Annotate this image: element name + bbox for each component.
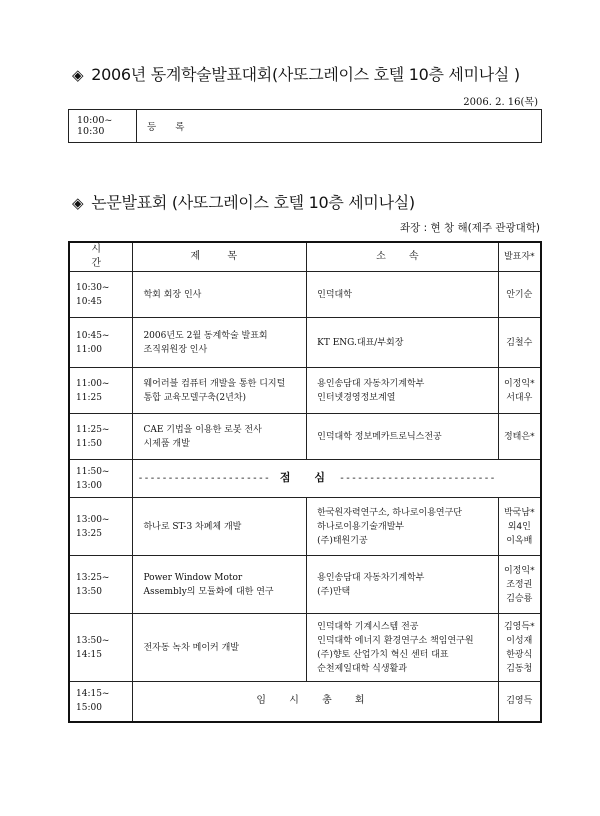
lunch-label: 점 심 bbox=[279, 471, 335, 484]
row-title-line: 웨어러블 컴퓨터 개발을 통한 디지털 bbox=[143, 378, 286, 389]
row-presenter bbox=[498, 414, 541, 460]
row-affiliation bbox=[307, 498, 498, 556]
row-presenter-line: 서대우 bbox=[506, 392, 533, 403]
header-presenter: 발표자* bbox=[498, 242, 541, 272]
lunch-break bbox=[133, 460, 541, 498]
row-presenter bbox=[498, 368, 541, 414]
header-time: 시 간 bbox=[69, 242, 133, 272]
row-presenter bbox=[498, 498, 541, 556]
row-affiliation-line: KT ENG.대표/부회장 bbox=[317, 337, 404, 348]
row-affiliation bbox=[307, 318, 498, 368]
row-presenter-line: 한광식 bbox=[506, 649, 533, 660]
row-presenter-line: 김승룡 bbox=[506, 593, 533, 604]
row-presenter-line: 이성재 bbox=[506, 635, 533, 646]
row-time-line: 14:15 bbox=[76, 649, 102, 660]
row-affiliation bbox=[307, 614, 498, 682]
row-time-line: 10:45~ bbox=[76, 330, 110, 341]
row-time-line: 13:50 bbox=[76, 586, 102, 597]
row-presenter bbox=[498, 318, 541, 368]
lunch-dashes-right: -------------------------- bbox=[339, 473, 496, 484]
lunch-dashes-left: ---------------------- bbox=[137, 473, 270, 484]
row-presenter-line: 안기순 bbox=[506, 289, 533, 300]
row-title bbox=[133, 614, 307, 682]
row-title-line: CAE 기법을 이용한 로봇 전사 bbox=[143, 424, 262, 435]
row-presenter bbox=[498, 614, 541, 682]
row-affiliation bbox=[307, 414, 498, 460]
session-chair: 좌장 : 현 창 해(제주 관광대학) bbox=[400, 222, 540, 234]
row-time-line: 11:50~ bbox=[76, 466, 110, 477]
row-time bbox=[69, 272, 133, 318]
schedule-body bbox=[69, 272, 541, 722]
row-time-line: 11:00~ bbox=[76, 378, 110, 389]
schedule-row bbox=[69, 414, 541, 460]
row-title bbox=[133, 272, 307, 318]
row-affiliation-line: 용인송담대 자동차기계학부 bbox=[317, 572, 425, 583]
schedule-row bbox=[69, 272, 541, 318]
registration-row bbox=[69, 110, 542, 143]
row-presenter-line: 김영득 bbox=[506, 696, 533, 707]
row-title-line: Power Window Motor bbox=[143, 572, 243, 583]
row-presenter-line: 박국남* bbox=[503, 507, 535, 518]
row-presenter-line: 이정익* bbox=[503, 378, 535, 389]
row-time-line: 10:45 bbox=[76, 296, 102, 307]
row-title-line: 2006년도 2월 동계학술 발표회 bbox=[143, 330, 268, 341]
row-time bbox=[69, 614, 133, 682]
row-time-line: 15:00 bbox=[76, 703, 102, 714]
row-time bbox=[69, 460, 133, 498]
row-title bbox=[133, 414, 307, 460]
registration-label: 등 록 bbox=[137, 110, 542, 143]
row-presenter-line: 이옥배 bbox=[506, 535, 533, 546]
diamond-bullet-icon: ◈ bbox=[72, 194, 84, 212]
schedule-row bbox=[69, 682, 541, 722]
row-title-line: 조직위원장 인사 bbox=[143, 344, 208, 355]
header-affiliation: 소 속 bbox=[307, 242, 498, 272]
time-end: 10:30 bbox=[77, 126, 105, 137]
row-affiliation-line: 인덕대학 기계시스템 전공 bbox=[317, 621, 419, 632]
row-presenter-line: 김영득* bbox=[503, 621, 535, 632]
row-time-line: 13:00~ bbox=[76, 514, 110, 525]
row-title bbox=[133, 318, 307, 368]
row-time-line: 11:25 bbox=[76, 392, 102, 403]
schedule-row bbox=[69, 318, 541, 368]
row-presenter-line: 김동청 bbox=[506, 663, 533, 674]
heading-1 bbox=[72, 62, 520, 85]
row-affiliation-line: 하나로이용기술개발부 bbox=[317, 521, 405, 532]
schedule-row bbox=[69, 556, 541, 614]
heading-1-title: 2006년 동계학술발표대회(사또그레이스 호텔 10층 세미나실 ) bbox=[91, 65, 520, 84]
row-title bbox=[133, 498, 307, 556]
row-time bbox=[69, 414, 133, 460]
row-time bbox=[69, 556, 133, 614]
schedule-table bbox=[68, 241, 542, 723]
schedule-row bbox=[69, 460, 541, 498]
row-time-line: 13:00 bbox=[76, 480, 102, 491]
row-affiliation-line: 인덕대학 정보메카트로닉스전공 bbox=[317, 431, 442, 442]
row-affiliation-line: (주)태원기공 bbox=[317, 535, 368, 546]
row-affiliation-line: (주)만택 bbox=[317, 586, 351, 597]
row-time-line: 13:50~ bbox=[76, 635, 110, 646]
row-title-line: 학회 회장 인사 bbox=[143, 289, 202, 300]
row-affiliation-line: (주)향토 산업가치 혁신 센터 대표 bbox=[317, 649, 449, 660]
row-time-line: 11:50 bbox=[76, 438, 102, 449]
event-date: 2006. 2. 16(목) bbox=[463, 97, 538, 108]
row-title-line: Assembly의 모듈화에 대한 연구 bbox=[143, 586, 274, 597]
row-presenter bbox=[498, 682, 541, 722]
schedule-row bbox=[69, 498, 541, 556]
registration-time bbox=[69, 110, 137, 143]
row-affiliation bbox=[307, 272, 498, 318]
row-time-line: 10:30~ bbox=[76, 282, 110, 293]
row-presenter bbox=[498, 556, 541, 614]
row-title-line: 시제품 개발 bbox=[143, 438, 190, 449]
row-presenter-line: 김철수 bbox=[506, 337, 533, 348]
row-affiliation-line: 인터넷경영정보계열 bbox=[317, 392, 396, 403]
row-affiliation bbox=[307, 556, 498, 614]
row-title-line: 통합 교육모델구축(2년차) bbox=[143, 392, 247, 403]
row-time-line: 11:00 bbox=[76, 344, 102, 355]
row-time-line: 11:25~ bbox=[76, 424, 110, 435]
row-title bbox=[133, 556, 307, 614]
row-title-line: 전자동 녹차 메이커 개발 bbox=[143, 642, 239, 653]
registration-table bbox=[68, 109, 542, 143]
heading-2 bbox=[72, 190, 415, 213]
row-time-line: 13:25 bbox=[76, 528, 102, 539]
row-affiliation bbox=[307, 368, 498, 414]
row-time bbox=[69, 682, 133, 722]
row-presenter-line: 조정권 bbox=[506, 579, 533, 590]
row-time-line: 13:25~ bbox=[76, 572, 110, 583]
row-affiliation-line: 한국원자력연구소, 하나로이용연구단 bbox=[317, 507, 462, 518]
row-time bbox=[69, 318, 133, 368]
row-presenter-line: 정태은* bbox=[503, 431, 535, 442]
row-affiliation-line: 용인송담대 자동차기계학부 bbox=[317, 378, 425, 389]
row-presenter-line: 외4인 bbox=[507, 521, 531, 532]
row-affiliation-line: 인덕대학 bbox=[317, 289, 352, 300]
row-time bbox=[69, 498, 133, 556]
header-title: 제 목 bbox=[133, 242, 307, 272]
row-affiliation-line: 순천제일대학 식생활과 bbox=[317, 663, 407, 674]
row-presenter-line: 이정익* bbox=[503, 565, 535, 576]
row-presenter bbox=[498, 272, 541, 318]
schedule-row bbox=[69, 614, 541, 682]
row-title bbox=[133, 368, 307, 414]
row-time-line: 14:15~ bbox=[76, 689, 110, 700]
row-affiliation-line: 인덕대학 에너지 환경연구소 책임연구원 bbox=[317, 635, 474, 646]
row-time bbox=[69, 368, 133, 414]
row-title-line: 하나로 ST-3 차폐체 개발 bbox=[143, 521, 242, 532]
time-start: 10:00~ bbox=[77, 115, 113, 126]
schedule-header-row bbox=[69, 242, 541, 272]
heading-2-title: 논문발표회 (사또그레이스 호텔 10층 세미나실) bbox=[91, 193, 415, 212]
general-assembly: 임 시 총 회 bbox=[133, 682, 498, 722]
schedule-row bbox=[69, 368, 541, 414]
diamond-bullet-icon: ◈ bbox=[72, 66, 84, 84]
